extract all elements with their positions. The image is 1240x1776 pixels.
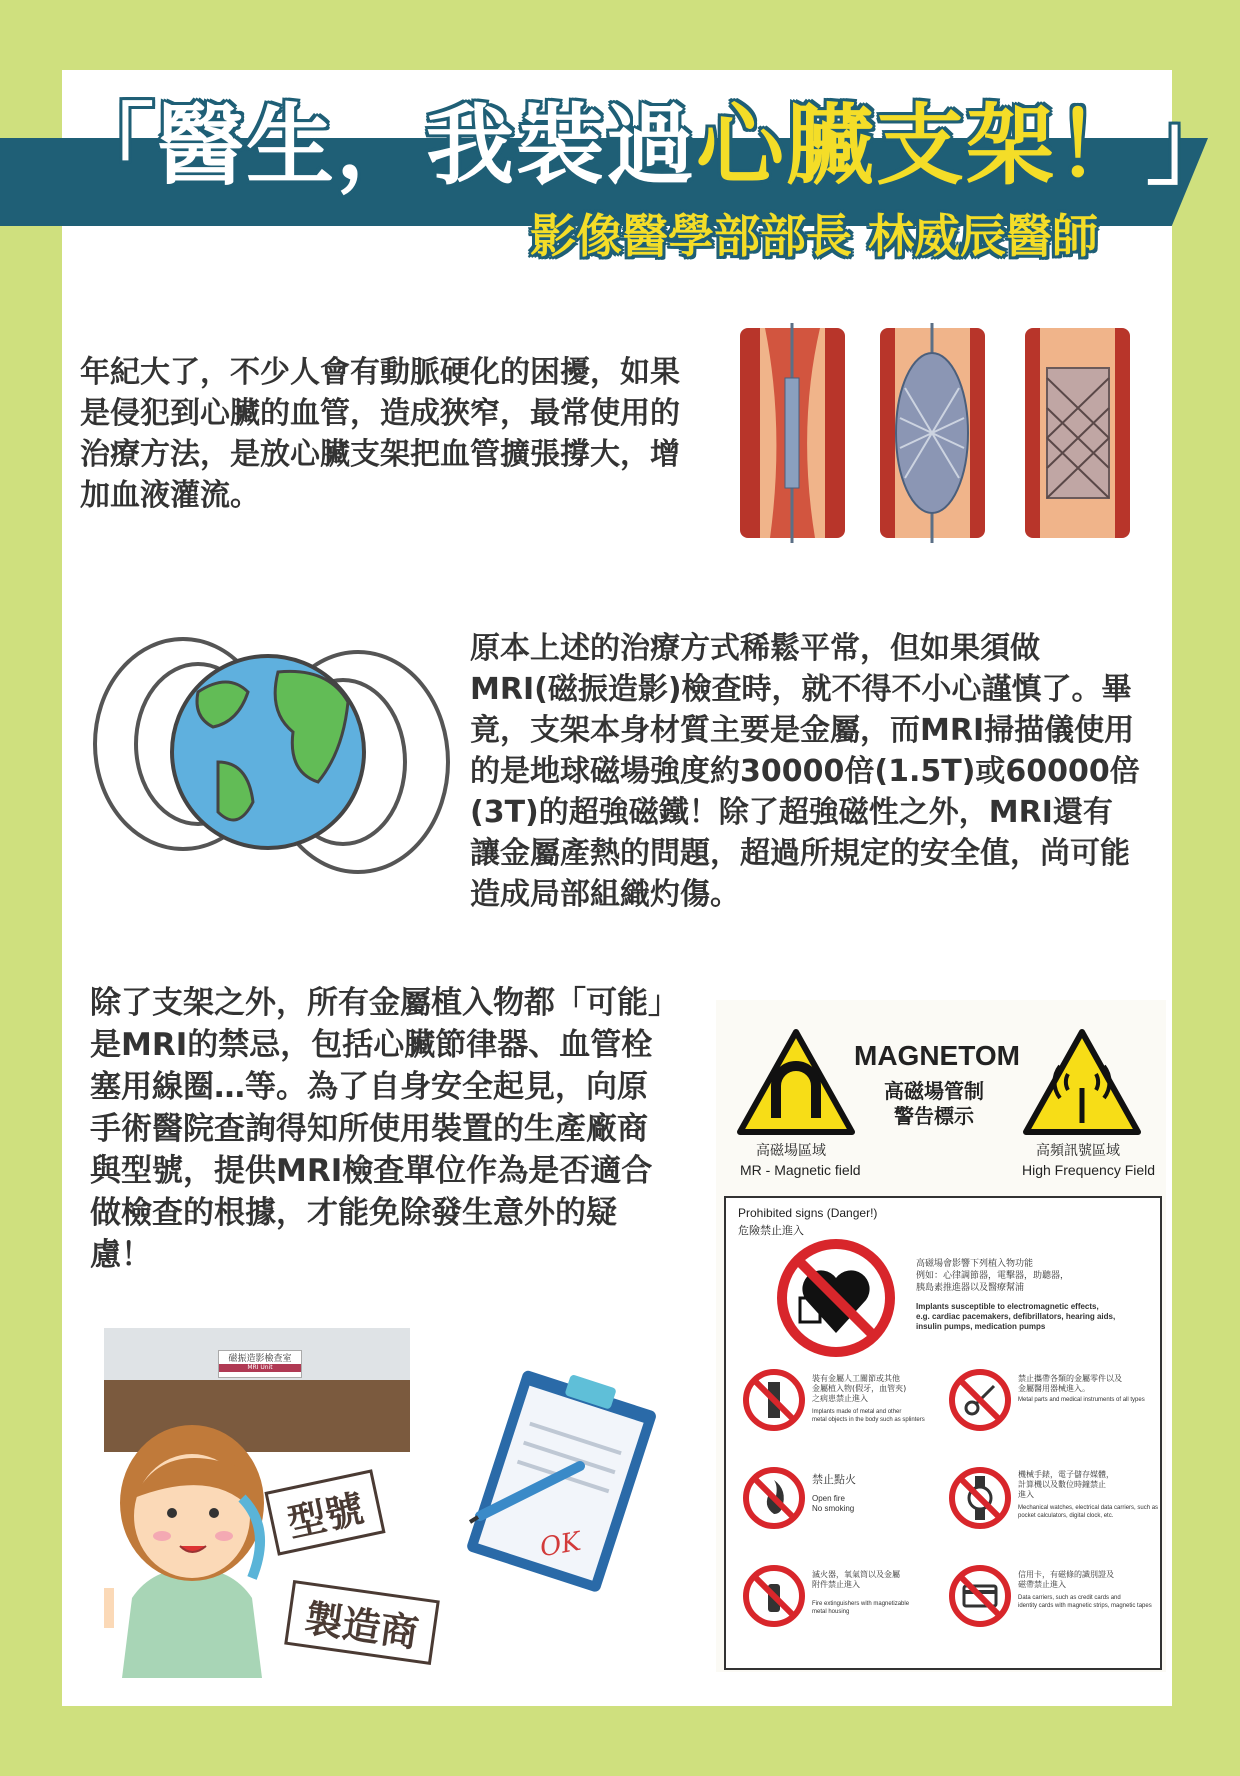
- page-title: 「醫生，我裝過心臟支架！」: [66, 94, 1237, 197]
- metal-implants-zh: 裝有金屬人工關節或其他 金屬植入物(假牙，血管夾) 之病患禁止進入: [812, 1374, 907, 1403]
- paragraph-stent-intro: 年紀大了，不少人會有動脈硬化的困擾，如果是侵犯到心臟的血管，造成狹窄，最常使用的治療方法，是放心臟支架把血管擴張撐大，增加血液灌流。: [80, 355, 680, 513]
- mri-room-sign: 磁振造影檢查室 MRI Unit: [218, 1350, 302, 1378]
- sign-brand: MAGNETOM: [854, 1040, 1020, 1071]
- no-credit-card-en: Data carriers, such as credit cards and identity cards with magnetic strips, magnetic tapes: [1018, 1595, 1152, 1609]
- no-extinguisher-zh: 滅火器，氧氣筒以及金屬 附件禁止進入: [812, 1570, 900, 1589]
- metal-instruments-zh: 禁止攜帶各類的金屬零件以及 金屬醫用器械進入。: [1018, 1374, 1122, 1393]
- woman-on-phone-illustration: [92, 1398, 292, 1678]
- no-credit-card-icon: [948, 1564, 1012, 1628]
- prohibited-title-en: Prohibited signs (Danger!): [738, 1206, 878, 1220]
- no-fire-en: Open fire No smoking: [812, 1494, 855, 1513]
- earth-magnetic-field-illustration: [88, 632, 458, 892]
- no-metal-instruments-icon: [948, 1368, 1012, 1432]
- mri-warning-sign: [716, 1000, 1166, 1672]
- no-extinguisher-en: Fire extinguishers with magnetizable metal housing: [812, 1601, 910, 1615]
- prohibited-title-zh: 危險禁止進入: [738, 1224, 804, 1237]
- metal-instruments-en: Metal parts and medical instruments of all types: [1018, 1397, 1145, 1403]
- clipboard-pen-illustration: [450, 1366, 670, 1606]
- no-watch-icon: [948, 1466, 1012, 1530]
- artery-3: [1025, 328, 1130, 538]
- metal-implants-en: Implants made of metal and other metal objects in the body such as splinters: [812, 1409, 925, 1423]
- no-pacemaker-icon: [776, 1238, 896, 1358]
- magnet-warning-icon: [736, 1028, 856, 1136]
- model-number-stamp: 型號: [264, 1469, 385, 1555]
- no-extinguisher-icon: [742, 1564, 806, 1628]
- no-watch-en: Mechanical watches, electrical data carriers, such as pocket calculators, digital clock, etc.: [1018, 1505, 1159, 1519]
- no-metal-implants-icon: [742, 1368, 806, 1432]
- manufacturer-stamp: 製造商: [284, 1580, 440, 1665]
- stent-illustration: [735, 318, 1135, 548]
- sign-title-line1: 高磁場管制: [884, 1079, 984, 1103]
- radio-frequency-warning-icon: [1022, 1028, 1142, 1136]
- title-highlight: 心臟支架！: [696, 94, 1147, 197]
- main-warning-zh: 高磁場會影響下列植入物功能 例如：心律調節器，電擊器，助聽器， 胰島素推進器以及醫療幫浦: [916, 1259, 1070, 1293]
- high-frequency-zh: 高頻訊號區域: [1036, 1142, 1120, 1158]
- paragraph-metal-implants: 除了支架之外，所有金屬植入物都「可能」是MRI的禁忌，包括心臟節律器、血管栓塞用線圈…等。為了自身安全起見，向原手術醫院查詢得知所使用裝置的生產廠商與型號，提供MRI檢查單位作為是否適合做檢查的根據，才能免除發生意外的疑慮！: [90, 985, 664, 1273]
- no-fire-zh: 禁止點火: [812, 1473, 856, 1486]
- no-credit-card-zh: 信用卡，有磁條的識別證及 磁帶禁止進入: [1018, 1570, 1114, 1589]
- ok-mark: OK: [537, 1526, 584, 1564]
- high-frequency-en: High Frequency Field: [1022, 1162, 1156, 1178]
- magnetic-field-en: MR - Magnetic field: [740, 1162, 861, 1178]
- magnetic-field-zh: 高磁場區域: [756, 1142, 826, 1158]
- no-fire-icon: [742, 1466, 806, 1530]
- no-watch-zh: 機械手錶，電子儲存媒體， 計算機以及數位時鐘禁止 進入: [1018, 1470, 1114, 1499]
- artery-1: [740, 323, 845, 543]
- prohibited-signs-panel: [724, 1196, 1162, 1670]
- author-subtitle: 影像醫學部部長 林威辰醫師: [529, 209, 1098, 263]
- sign-title-line2: 警告標示: [894, 1104, 974, 1128]
- main-warning-en: Implants susceptible to electromagnetic effects, e.g. cardiac pacemakers, defibrillators, hearing aids, insulin pumps, medication pumps: [916, 1302, 1116, 1331]
- paragraph-mri-warning: 原本上述的治療方式稀鬆平常，但如果須做MRI(磁振造影)檢查時，就不得不小心謹慎了。畢竟，支架本身材質主要是金屬，而MRI掃描儀使用的是地球磁場強度約30000倍(1.5T)或60000倍(3T)的超強磁鐵！除了超強磁性之外，MRI還有讓金屬產熱的問題，超過所規定的安全值，尚可能造成局部組織灼傷。: [470, 631, 1140, 912]
- artery-2: [880, 323, 985, 543]
